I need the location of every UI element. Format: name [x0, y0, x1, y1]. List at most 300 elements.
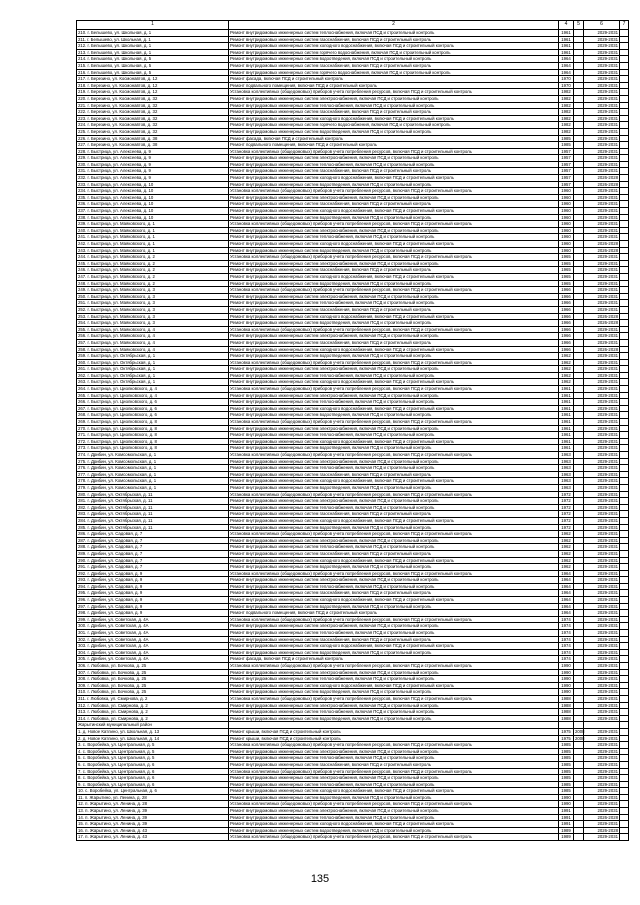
work-type-cell: Ремонт внутридомовых инженерных систем теплоснабжения, включая ПСД и строительный контроль — [229, 399, 559, 406]
build-year-cell: 1970 — [559, 82, 574, 89]
table-row — [77, 669, 629, 676]
note-cell — [620, 709, 629, 716]
period-cell: 2029-2031 — [584, 234, 620, 241]
repair-year-cell — [574, 603, 584, 610]
table-row — [77, 511, 629, 518]
work-type-cell: Ремонт внутридомовых инженерных систем электроснабжения, включая ПСД и строительный контроль — [229, 366, 559, 373]
table-row — [77, 214, 629, 221]
repair-year-cell — [574, 102, 584, 109]
repair-year-cell — [574, 755, 584, 762]
note-cell — [620, 405, 629, 412]
address-cell: 253. г. Быстрица, ул. Маяковского, д. 3 — [77, 313, 229, 320]
repair-year-cell — [574, 95, 584, 102]
table-row — [77, 537, 629, 544]
table-row — [77, 181, 629, 188]
address-cell: 262. г. Быстрица, ул. Октябрьская, д. 1 — [77, 372, 229, 379]
period-cell: 2029-2031 — [584, 610, 620, 617]
table-row — [77, 735, 629, 742]
address-cell: 267. г. Быстрица, ул. Циолковского, д. 6 — [77, 405, 229, 412]
period-cell: 2029-2031 — [584, 49, 620, 56]
period-cell: 2029-2031 — [584, 161, 620, 168]
work-type-cell: Ремонт внутридомовых инженерных систем водоотведения, включая ПСД и строительный контроль — [229, 484, 559, 491]
note-cell — [620, 155, 629, 162]
repair-year-cell — [574, 386, 584, 393]
repair-year-cell — [574, 155, 584, 162]
address-cell: 265. г. Быстрица, ул. Циолковского, д. 4 — [77, 392, 229, 399]
address-cell: 302. г. Дрибин, ул. Советская, д. 4А — [77, 636, 229, 643]
work-type-cell: Ремонт внутридомовых инженерных систем газоснабжения, включая ПСД и строительный контроль — [229, 550, 559, 557]
work-type-cell: Ремонт внутридомовых инженерных систем холодного водоснабжения, включая ПСД и строительный контроль — [229, 346, 559, 353]
work-type-cell: Ремонт фасада, включая ПСД и строительный контроль — [229, 76, 559, 83]
work-type-cell: Ремонт внутридомовых инженерных систем электроснабжения, включая ПСД и строительный контроль — [229, 748, 559, 755]
address-cell: 284. г. Дрибин, ул. Октябрьская, д. 11 — [77, 517, 229, 524]
work-type-cell: Ремонт внутридомовых инженерных систем водоотведения, включая ПСД и строительный контроль — [229, 794, 559, 801]
period-cell: 2029-2031 — [584, 689, 620, 696]
work-type-cell: Ремонт фасада, включая ПСД и строительный контроль — [229, 135, 559, 142]
note-cell — [620, 603, 629, 610]
note-cell — [620, 682, 629, 689]
work-type-cell: Ремонт внутридомовых инженерных систем теплоснабжения, включая ПСД и строительный контроль — [229, 676, 559, 683]
table-row — [77, 320, 629, 327]
table-row — [77, 405, 629, 412]
work-type-cell: Установка коллективных (общедомовых) приборов учета потребления ресурсов, включая ПСД и строительный контроль — [229, 221, 559, 228]
address-cell: 210. г. Белышево, ул. Школьная, д. 1 — [77, 30, 229, 37]
note-cell — [620, 109, 629, 116]
address-cell: 308. г. Любовка, ул. Бочкова, д. 25 — [77, 676, 229, 683]
note-cell — [620, 577, 629, 584]
address-cell: 240. г. Быстрица, ул. Маяковского, д. 1 — [77, 227, 229, 234]
address-cell: 245. г. Быстрица, ул. Маяковского, д. 2 — [77, 260, 229, 267]
table-row — [77, 102, 629, 109]
work-type-cell: Ремонт внутридомовых инженерных систем электроснабжения, включая ПСД и строительный контроль — [229, 333, 559, 340]
table-row — [77, 524, 629, 531]
repair-year-cell — [574, 682, 584, 689]
work-type-cell: Ремонт внутридомовых инженерных систем водоотведения, включая ПСД и строительный контроль — [229, 181, 559, 188]
table-row — [77, 498, 629, 505]
note-cell — [620, 478, 629, 485]
address-cell: 251. г. Быстрица, ул. Маяковского, д. 3 — [77, 300, 229, 307]
address-cell: 8. с. Воробейка, ул. Центральная, д. 6 — [77, 775, 229, 782]
note-cell — [620, 761, 629, 768]
period-cell: 2029-2031 — [584, 438, 620, 445]
work-type-cell: Ремонт внутридомовых инженерных систем электроснабжения, включая ПСД и строительный контроль — [229, 669, 559, 676]
note-cell — [620, 76, 629, 83]
address-cell: 313. г. Любовка, ул. Смирнова, д. 2 — [77, 709, 229, 716]
build-year-cell: 1985 — [559, 755, 574, 762]
period-cell: 2029-2031 — [584, 36, 620, 43]
repair-year-cell — [574, 161, 584, 168]
period-cell: 2029-2031 — [584, 95, 620, 102]
build-year-cell: 1974 — [559, 623, 574, 630]
table-row — [77, 630, 629, 637]
address-cell: 304. г. Дрибин, ул. Советская, д. 4А — [77, 649, 229, 656]
repair-year-cell — [574, 656, 584, 663]
build-year-cell: 1957 — [559, 175, 574, 182]
repair-year-cell — [574, 550, 584, 557]
period-cell: 2029-2031 — [584, 452, 620, 459]
repair-year-cell — [574, 788, 584, 795]
period-cell: 2029-2031 — [584, 392, 620, 399]
address-cell: 258. г. Быстрица, ул. Маяковского, д. 4 — [77, 346, 229, 353]
period-cell: 2029-2031 — [584, 194, 620, 201]
repair-year-cell — [574, 221, 584, 228]
note-cell — [620, 432, 629, 439]
period-cell: 2029-2031 — [584, 89, 620, 96]
build-year-cell: 1989 — [559, 827, 574, 834]
period-cell: 2029-2031 — [584, 524, 620, 531]
repair-year-cell — [574, 36, 584, 43]
period-cell: 2029-2031 — [584, 801, 620, 808]
note-cell — [620, 419, 629, 426]
build-year-cell: 1962 — [559, 557, 574, 564]
work-type-cell: Ремонт внутридомовых инженерных систем электроснабжения, включая ПСД и строительный контроль — [229, 392, 559, 399]
address-cell: 283. г. Дрибин, ул. Октябрьская, д. 11 — [77, 511, 229, 518]
build-year-cell: 1985 — [559, 788, 574, 795]
table-row — [77, 122, 629, 129]
repair-year-cell — [574, 636, 584, 643]
build-year-cell: 1974 — [559, 636, 574, 643]
build-year-cell: 1961 — [559, 392, 574, 399]
work-type-cell: Ремонт внутридомовых инженерных систем холодного водоснабжения, включая ПСД и строительный контроль — [229, 517, 559, 524]
table-row — [77, 208, 629, 215]
work-type-cell: Ремонт внутридомовых инженерных систем холодного водоснабжения, включая ПСД и строительный контроль — [229, 313, 559, 320]
address-cell: 15. п. Жарытино, ул. Ленина, д. 39 — [77, 821, 229, 828]
table-row — [77, 663, 629, 670]
note-cell — [620, 689, 629, 696]
table-row — [77, 715, 629, 722]
table-row — [77, 62, 629, 69]
period-cell: 2029-2031 — [584, 761, 620, 768]
note-cell — [620, 517, 629, 524]
repair-year-cell — [574, 531, 584, 538]
table-row — [77, 432, 629, 439]
address-cell: 305. г. Дрибин, ул. Советская, д. 4А — [77, 656, 229, 663]
build-year-cell: 1964 — [559, 570, 574, 577]
note-cell — [620, 570, 629, 577]
work-type-cell: Ремонт внутридомовых инженерных систем газоснабжения, включая ПСД и строительный контроль — [229, 511, 559, 518]
period-cell: 2029-2031 — [584, 570, 620, 577]
work-type-cell: Установка коллективных (общедомовых) приборов учета потребления ресурсов, включая ПСД и строительный контроль — [229, 616, 559, 623]
note-cell — [620, 583, 629, 590]
work-type-cell: Установка коллективных (общедомовых) приборов учета потребления ресурсов, включая ПСД и строительный контроль — [229, 287, 559, 294]
build-year-cell: 1962 — [559, 359, 574, 366]
period-cell: 2026-2028 — [584, 181, 620, 188]
work-type-cell: Ремонт внутридомовых инженерных систем электроснабжения, включая ПСД и строительный контроль — [229, 425, 559, 432]
note-cell — [620, 669, 629, 676]
address-cell: 233. г. Быстрица, ул. Алексеева, д. 10 — [77, 181, 229, 188]
repair-year-cell — [574, 610, 584, 617]
repair-year-cell — [574, 570, 584, 577]
work-type-cell: Ремонт внутридомовых инженерных систем теплоснабжения, включая ПСД и строительный контроль — [229, 372, 559, 379]
period-cell: 2029-2031 — [584, 300, 620, 307]
period-cell: 2029-2031 — [584, 115, 620, 122]
table-row — [77, 801, 629, 808]
table-row — [77, 682, 629, 689]
work-type-cell: Ремонт внутридомовых инженерных систем горячего водоснабжения, включая ПСД и строительный контроль — [229, 49, 559, 56]
build-year-cell: 1962 — [559, 564, 574, 571]
work-type-cell: Ремонт внутридомовых инженерных систем водоотведения, включая ПСД и строительный контроль — [229, 649, 559, 656]
work-type-cell: Установка коллективных (общедомовых) приборов учета потребления ресурсов, включая ПСД и строительный контроль — [229, 452, 559, 459]
repair-year-cell — [574, 273, 584, 280]
table-row — [77, 43, 629, 50]
address-cell: 293. г. Дрибин, ул. Садовая, д. 9 — [77, 577, 229, 584]
period-cell: 2029-2031 — [584, 564, 620, 571]
table-row — [77, 761, 629, 768]
note-cell — [620, 827, 629, 834]
build-year-cell: 1960 — [559, 221, 574, 228]
build-year-cell: 1960 — [559, 241, 574, 248]
address-cell: 239. г. Быстрица, ул. Маяковского, д. 1 — [77, 221, 229, 228]
note-cell — [620, 43, 629, 50]
period-cell: 2029-2031 — [584, 82, 620, 89]
note-cell — [620, 452, 629, 459]
table-row — [77, 142, 629, 149]
table-row — [77, 359, 629, 366]
table-row — [77, 425, 629, 432]
build-year-cell: 1990 — [559, 794, 574, 801]
repair-year-cell — [574, 597, 584, 604]
build-year-cell: 1963 — [559, 458, 574, 465]
build-year-cell: 1965 — [559, 280, 574, 287]
period-cell: 2029-2031 — [584, 267, 620, 274]
table-row — [77, 89, 629, 96]
address-cell: 219. г. Березино, ул. Космонавтов, д. 12 — [77, 89, 229, 96]
period-cell: 2026-2028 — [584, 175, 620, 182]
table-row — [77, 623, 629, 630]
address-cell: 294. г. Дрибин, ул. Садовая, д. 9 — [77, 583, 229, 590]
column-header-5: 5 — [574, 21, 584, 30]
period-cell: 2029-2031 — [584, 214, 620, 221]
period-cell: 2029-2031 — [584, 498, 620, 505]
build-year-cell: 1991 — [559, 814, 574, 821]
address-cell: 260. г. Быстрица, ул. Октябрьская, д. 1 — [77, 359, 229, 366]
work-type-cell: Ремонт крыши, включая ПСД и строительный контроль — [229, 735, 559, 742]
work-type-cell: Ремонт внутридомовых инженерных систем холодного водоснабжения, включая ПСД и строительный контроль — [229, 405, 559, 412]
repair-year-cell — [574, 768, 584, 775]
period-cell: 2026-2028 — [584, 814, 620, 821]
address-cell: 248. г. Быстрица, ул. Маяковского, д. 2 — [77, 280, 229, 287]
repair-year-cell — [574, 392, 584, 399]
table-row — [77, 241, 629, 248]
work-type-cell: Установка коллективных (общедомовых) приборов учета потребления ресурсов, включая ПСД и строительный контроль — [229, 359, 559, 366]
work-type-cell: Ремонт внутридомовых инженерных систем холодного водоснабжения, включая ПСД и строительный контроль — [229, 597, 559, 604]
build-year-cell: 1985 — [559, 742, 574, 749]
repair-year-cell — [574, 293, 584, 300]
work-type-cell: Ремонт крыши, включая ПСД и строительный контроль — [229, 728, 559, 735]
work-type-cell: Установка коллективных (общедомовых) приборов учета потребления ресурсов, включая ПСД и строительный контроль — [229, 148, 559, 155]
column-header-2: 2 — [229, 21, 559, 30]
period-cell: 2029-2031 — [584, 102, 620, 109]
repair-year-cell — [574, 445, 584, 452]
note-cell — [620, 306, 629, 313]
note-cell — [620, 320, 629, 327]
table-row — [77, 36, 629, 43]
address-cell: 276. г. Дрибин, ул. Комсомольская, д. 1 — [77, 465, 229, 472]
note-cell — [620, 715, 629, 722]
note-cell — [620, 564, 629, 571]
repair-year-cell — [574, 280, 584, 287]
repair-year-cell — [574, 564, 584, 571]
build-year-cell: 1972 — [559, 498, 574, 505]
table-row — [77, 135, 629, 142]
repair-year-cell — [574, 168, 584, 175]
build-year-cell: 1966 — [559, 326, 574, 333]
period-cell: 2026-2028 — [584, 320, 620, 327]
table-row — [77, 834, 629, 841]
address-cell: 298. г. Дрибин, ул. Садовая, д. 9 — [77, 610, 229, 617]
address-cell: 244. г. Быстрица, ул. Маяковского, д. 2 — [77, 254, 229, 261]
repair-year-cell — [574, 135, 584, 142]
address-cell: 299. г. Дрибин, ул. Советская, д. 4А — [77, 616, 229, 623]
repair-year-cell — [574, 834, 584, 841]
column-header-6: 6 — [584, 21, 620, 30]
table-row — [77, 76, 629, 83]
table-row — [77, 109, 629, 116]
table-row — [77, 168, 629, 175]
note-cell — [620, 491, 629, 498]
period-cell: 2029-2031 — [584, 122, 620, 129]
work-type-cell: Установка коллективных (общедомовых) приборов учета потребления ресурсов, включая ПСД и строительный контроль — [229, 89, 559, 96]
build-year-cell: 1975 — [559, 735, 574, 742]
period-cell: 2029-2031 — [584, 590, 620, 597]
table-row — [77, 728, 629, 735]
repair-year-cell — [574, 821, 584, 828]
build-year-cell: 1965 — [559, 267, 574, 274]
repair-year-cell — [574, 544, 584, 551]
work-type-cell: Ремонт внутридомовых инженерных систем газоснабжения, включая ПСД и строительный контроль — [229, 471, 559, 478]
note-cell — [620, 425, 629, 432]
note-cell — [620, 359, 629, 366]
build-year-cell: 1982 — [559, 128, 574, 135]
address-cell: 213. г. Белышево, ул. Школьная, д. 1 — [77, 49, 229, 56]
address-cell: 211. г. Белышево, ул. Школьная, д. 1 — [77, 36, 229, 43]
build-year-cell: 1964 — [559, 62, 574, 69]
repair-year-cell — [574, 709, 584, 716]
note-cell — [620, 241, 629, 248]
period-cell: 2026-2028 — [584, 241, 620, 248]
period-cell: 2029-2031 — [584, 676, 620, 683]
build-year-cell: 1960 — [559, 194, 574, 201]
repair-year-cell — [574, 722, 584, 729]
note-cell — [620, 623, 629, 630]
work-type-cell: Ремонт внутридомовых инженерных систем холодного водоснабжения, включая ПСД и строительный контроль — [229, 557, 559, 564]
period-cell: 2029-2031 — [584, 30, 620, 37]
address-cell: 303. г. Дрибин, ул. Советская, д. 4А — [77, 643, 229, 650]
note-cell — [620, 287, 629, 294]
table-row — [77, 504, 629, 511]
build-year-cell: 1962 — [559, 353, 574, 360]
note-cell — [620, 69, 629, 76]
build-year-cell: 1966 — [559, 333, 574, 340]
build-year-cell: 1964 — [559, 56, 574, 63]
period-cell: 2029-2031 — [584, 557, 620, 564]
note-cell — [620, 590, 629, 597]
table-row — [77, 748, 629, 755]
table-row — [77, 82, 629, 89]
build-year-cell: 1965 — [559, 260, 574, 267]
work-type-cell: Ремонт внутридомовых инженерных систем водоотведения, включая ПСД и строительный контроль — [229, 56, 559, 63]
repair-year-cell — [574, 458, 584, 465]
period-cell: 2029-2031 — [584, 695, 620, 702]
period-cell: 2029-2031 — [584, 445, 620, 452]
build-year-cell: 1963 — [559, 465, 574, 472]
note-cell — [620, 801, 629, 808]
build-year-cell: 1982 — [559, 109, 574, 116]
period-cell: 2029-2031 — [584, 76, 620, 83]
address-cell: 275. г. Дрибин, ул. Комсомольская, д. 1 — [77, 458, 229, 465]
note-cell — [620, 273, 629, 280]
table-row — [77, 115, 629, 122]
work-type-cell: Ремонт внутридомовых инженерных систем холодного водоснабжения, включая ПСД и строительный контроль — [229, 682, 559, 689]
build-year-cell — [559, 722, 574, 729]
note-cell — [620, 616, 629, 623]
period-cell: 2029-2031 — [584, 669, 620, 676]
note-cell — [620, 755, 629, 762]
work-type-cell: Ремонт внутридомовых инженерных систем электроснабжения, включая ПСД и строительный контроль — [229, 808, 559, 815]
note-cell — [620, 102, 629, 109]
build-year-cell: 1965 — [559, 254, 574, 261]
work-type-cell: Ремонт внутридомовых инженерных систем горячего водоснабжения, включая ПСД и строительный контроль — [229, 122, 559, 129]
period-cell: 2029-2031 — [584, 478, 620, 485]
build-year-cell: 1957 — [559, 161, 574, 168]
repair-year-cell — [574, 359, 584, 366]
address-cell: 301. г. Дрибин, ул. Советская, д. 4А — [77, 630, 229, 637]
build-year-cell: 1964 — [559, 603, 574, 610]
build-year-cell: 1957 — [559, 168, 574, 175]
work-type-cell: Ремонт внутридомовых инженерных систем теплоснабжения, включая ПСД и строительный контроль — [229, 630, 559, 637]
period-cell: 2029-2031 — [584, 62, 620, 69]
repair-year-cell — [574, 504, 584, 511]
table-row — [77, 399, 629, 406]
note-cell — [620, 122, 629, 129]
period-cell: 2029-2031 — [584, 306, 620, 313]
address-cell: 3. с. Воробейка, ул. Центральная, д. 5 — [77, 742, 229, 749]
note-cell — [620, 135, 629, 142]
table-row — [77, 531, 629, 538]
table-row — [77, 438, 629, 445]
build-year-cell: 1975 — [559, 728, 574, 735]
build-year-cell: 1960 — [559, 188, 574, 195]
address-cell: 300. г. Дрибин, ул. Советская, д. 4А — [77, 623, 229, 630]
table-row — [77, 326, 629, 333]
build-year-cell: 1990 — [559, 669, 574, 676]
work-type-cell: Ремонт внутридомовых инженерных систем электроснабжения, включая ПСД и строительный контроль — [229, 194, 559, 201]
repair-year-cell — [574, 425, 584, 432]
repair-year-cell — [574, 491, 584, 498]
note-cell — [620, 399, 629, 406]
repair-year-cell — [574, 412, 584, 419]
table-body — [77, 30, 629, 841]
period-cell: 2029-2031 — [584, 155, 620, 162]
build-year-cell: 1964 — [559, 577, 574, 584]
note-cell — [620, 656, 629, 663]
work-type-cell: Ремонт подвального помещения, включая ПСД и строительный контроль — [229, 610, 559, 617]
build-year-cell: 1961 — [559, 405, 574, 412]
table-row — [77, 590, 629, 597]
address-cell: 291. г. Дрибин, ул. Садовая, д. 7 — [77, 564, 229, 571]
address-cell: 290. г. Дрибин, ул. Садовая, д. 7 — [77, 557, 229, 564]
period-cell: 2029-2031 — [584, 821, 620, 828]
note-cell — [620, 471, 629, 478]
table-row — [77, 293, 629, 300]
address-cell: 311. г. Любовка, ул. Смирнова, д. 2 — [77, 695, 229, 702]
address-cell: 306. г. Любовка, ул. Бочкова, д. 25 — [77, 663, 229, 670]
note-cell — [620, 636, 629, 643]
repair-year-cell — [574, 669, 584, 676]
table-row — [77, 583, 629, 590]
repair-year-cell — [574, 524, 584, 531]
period-cell: 2029-2031 — [584, 537, 620, 544]
